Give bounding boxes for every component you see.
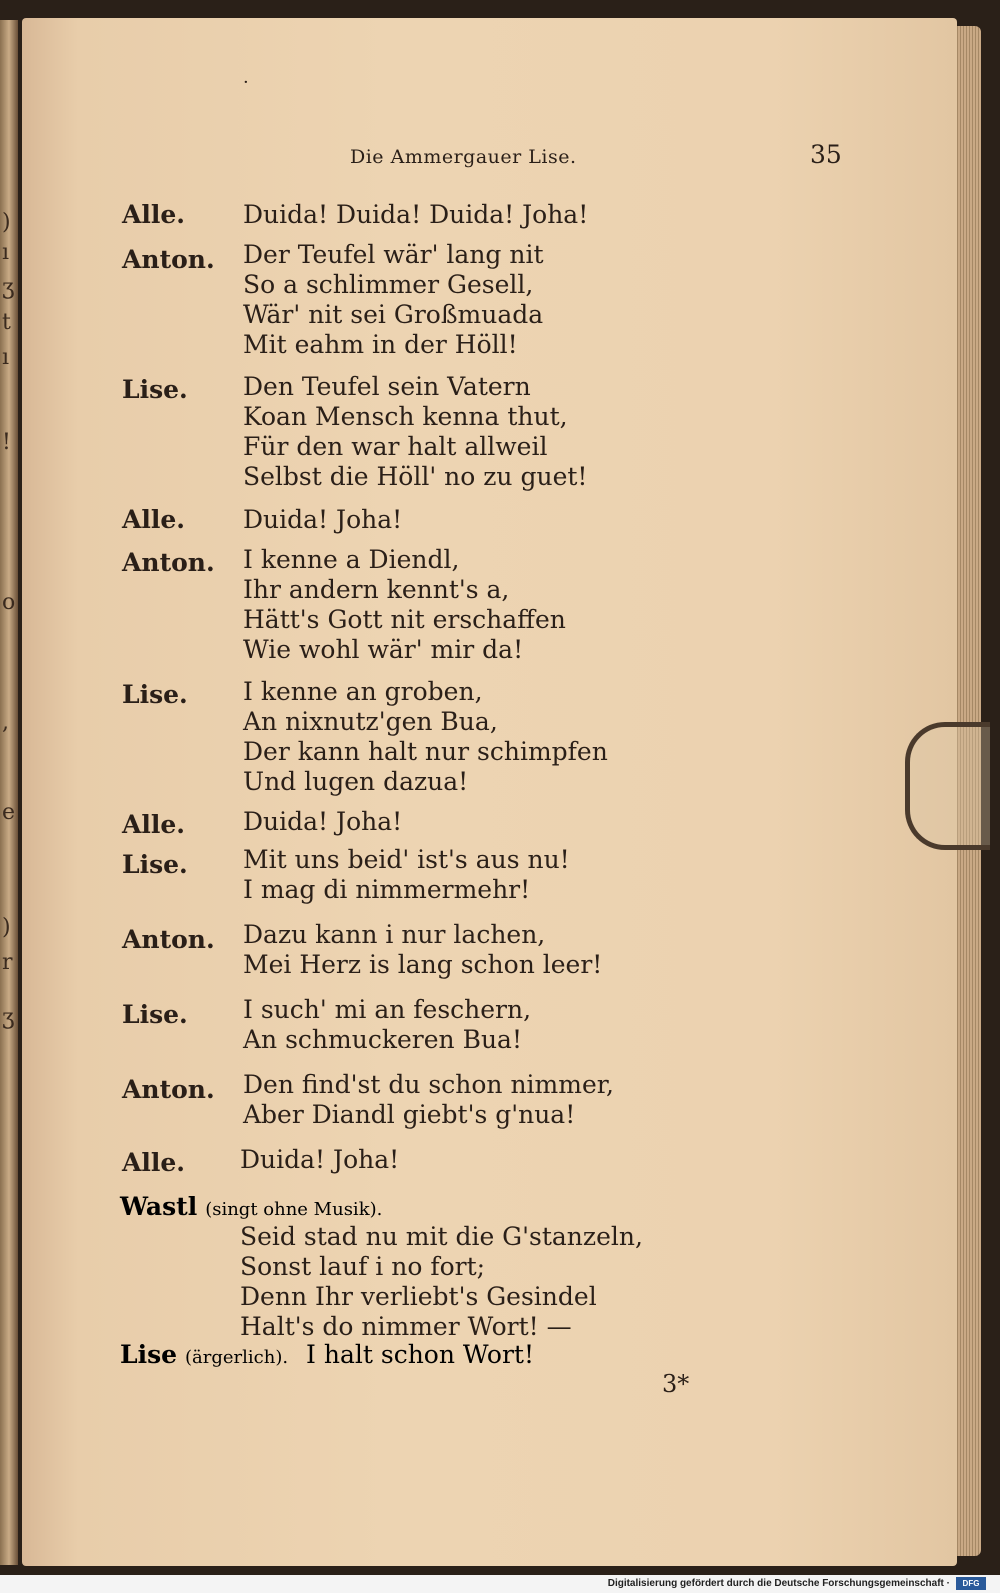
- stub-glyph: ʒ: [2, 275, 15, 300]
- verse-line: Mit eahm in der Höll!: [243, 330, 518, 359]
- stub-glyph: o: [2, 590, 16, 615]
- stub-glyph: ʒ: [2, 1005, 15, 1030]
- speaker-label: Alle.: [122, 810, 186, 839]
- footer-credit: Digitalisierung gefördert durch die Deutsche Forschungsgemeinschaft ·: [607, 1578, 950, 1589]
- verse-line: Sonst lauf i no fort;: [240, 1252, 486, 1281]
- verse-line: I kenne a Diendl,: [243, 545, 460, 574]
- verse-line: I halt schon Wort!: [306, 1340, 534, 1369]
- speaker-label: Lise: [120, 1340, 178, 1369]
- speaker-label: Lise.: [122, 375, 188, 404]
- speaker-label: Anton.: [122, 925, 215, 954]
- stub-glyph: t: [2, 310, 11, 335]
- verse-line: Denn Ihr verliebt's Gesindel: [240, 1282, 597, 1311]
- speaker-label: Lise.: [122, 680, 188, 709]
- verse-line: Hätt's Gott nit erschaffen: [243, 605, 566, 634]
- verse-line: Für den war halt allweil: [243, 432, 548, 461]
- verse-line: Den Teufel sein Vatern: [243, 372, 531, 401]
- verse-line: An nixnutz'gen Bua,: [243, 707, 498, 736]
- speaker-label: Lise.: [122, 850, 188, 879]
- verse-line: Koan Mensch kenna thut,: [243, 402, 568, 431]
- stub-glyph: e: [2, 800, 16, 825]
- verse-line: I kenne an groben,: [243, 677, 483, 706]
- speaker-label: Anton.: [122, 548, 215, 577]
- stub-glyph: ,: [2, 710, 9, 735]
- dfg-logo-icon: DFG: [956, 1577, 986, 1590]
- verse-line: An schmuckeren Bua!: [243, 1025, 523, 1054]
- verse-line: So a schlimmer Gesell,: [243, 270, 534, 299]
- verse-line: Mei Herz is lang schon leer!: [243, 950, 603, 979]
- ink-dot: ·: [243, 72, 249, 93]
- speaker-label: Alle.: [122, 200, 186, 229]
- verse-line: I mag di nimmermehr!: [243, 875, 531, 904]
- wastl-heading: [120, 1192, 382, 1221]
- verse-line: Der Teufel wär' lang nit: [243, 240, 544, 269]
- stub-glyph: ): [2, 915, 11, 940]
- speaker-label: Alle.: [122, 1148, 186, 1177]
- verse-line: Duida! Joha!: [243, 505, 403, 534]
- stub-glyph: ı: [2, 345, 10, 370]
- verse-line: Wie wohl wär' mir da!: [243, 635, 524, 664]
- speaker-label: Anton.: [122, 245, 215, 274]
- running-head: Die Ammergauer Lise.: [350, 146, 577, 168]
- verse-line: Ihr andern kennt's a,: [243, 575, 510, 604]
- verse-line: Halt's do nimmer Wort! —: [240, 1312, 572, 1341]
- left-page-edge: [0, 20, 18, 1565]
- verse-line: Duida! Duida! Duida! Joha!: [243, 200, 589, 229]
- verse-line: Dazu kann i nur lachen,: [243, 920, 546, 949]
- signature-mark: 3*: [662, 1370, 690, 1398]
- verse-line: Duida! Joha!: [243, 807, 403, 836]
- verse-line: Aber Diandl giebt's g'nua!: [243, 1100, 576, 1129]
- final-line: [120, 1340, 534, 1369]
- verse-line: Selbst die Höll' no zu guet!: [243, 462, 588, 491]
- stub-glyph: !: [2, 430, 11, 455]
- verse-line: Den find'st du schon nimmer,: [243, 1070, 614, 1099]
- verse-line: Duida! Joha!: [240, 1145, 400, 1174]
- verse-line: Seid stad nu mit die G'stanzeln,: [240, 1222, 643, 1251]
- stub-glyph: ): [2, 210, 11, 235]
- verse-line: Der kann halt nur schimpfen: [243, 737, 608, 766]
- stage-direction: (singt ohne Musik).: [205, 1199, 383, 1220]
- page-number: 35: [810, 140, 842, 169]
- stub-glyph: r: [2, 950, 13, 975]
- verse-line: Wär' nit sei Großmuada: [243, 300, 544, 329]
- speaker-label: Lise.: [122, 1000, 188, 1029]
- left-page-stub-text: [0, 20, 18, 1565]
- page-clasp: [905, 722, 990, 850]
- speaker-label: Wastl: [120, 1192, 198, 1221]
- verse-line: Mit uns beid' ist's aus nu!: [243, 845, 570, 874]
- verse-line: Und lugen dazua!: [243, 767, 469, 796]
- verse-line: I such' mi an feschern,: [243, 995, 532, 1024]
- speaker-label: Alle.: [122, 505, 186, 534]
- stub-glyph: ı: [2, 240, 10, 265]
- speaker-label: Anton.: [122, 1075, 215, 1104]
- stage-direction: (ärgerlich).: [185, 1347, 289, 1368]
